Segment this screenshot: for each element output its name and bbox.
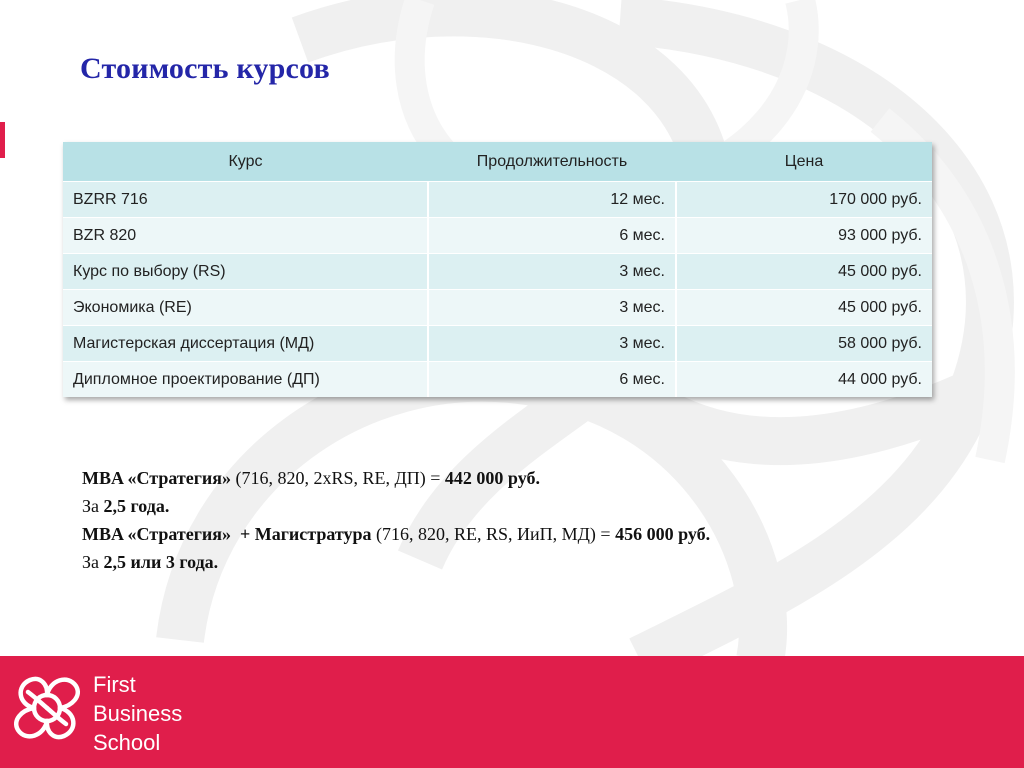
column-header-course: Курс (63, 142, 428, 182)
table-header-row (63, 142, 932, 182)
cell-course: Магистерская диссертация (МД) (63, 326, 428, 362)
column-header-duration: Продолжительность (428, 142, 676, 182)
table-row (63, 326, 932, 362)
summary-line-duration (82, 548, 710, 576)
cell-price: 93 000 руб. (676, 218, 932, 254)
summary-line-duration (82, 492, 710, 520)
program-addon: + Магистратура (230, 524, 372, 544)
program-details: (716, 820, 2xRS, RE, ДП) = (230, 468, 445, 488)
left-edge-accent (0, 122, 5, 158)
cell-price: 45 000 руб. (676, 290, 932, 326)
brand-name (93, 670, 182, 757)
duration-value: 2,5 или 3 года. (103, 552, 219, 572)
cell-price: 44 000 руб. (676, 362, 932, 398)
page-title: Стоимость курсов (80, 52, 330, 85)
cell-course: Дипломное проектирование (ДП) (63, 362, 428, 398)
brand-line: Business (93, 701, 183, 726)
program-name: MBA «Стратегия» (82, 468, 231, 488)
table-row (63, 182, 932, 218)
cell-price: 58 000 руб. (676, 326, 932, 362)
duration-value: 2,5 года. (103, 496, 170, 516)
cell-course: Экономика (RE) (63, 290, 428, 326)
table-row (63, 290, 932, 326)
cell-duration: 3 мес. (428, 254, 676, 290)
program-details: (716, 820, RE, RS, ИиП, МД) = (371, 524, 616, 544)
brand-line: First (93, 672, 136, 697)
table-row (63, 362, 932, 398)
cell-duration: 6 мес. (428, 362, 676, 398)
cell-duration: 3 мес. (428, 290, 676, 326)
cell-course: Курс по выбору (RS) (63, 254, 428, 290)
cell-duration: 12 мес. (428, 182, 676, 218)
table-row (63, 218, 932, 254)
program-price: 442 000 руб. (444, 468, 540, 488)
brand-line: School (93, 730, 161, 755)
program-price: 456 000 руб. (615, 524, 711, 544)
first-business-school-logo-icon (10, 668, 84, 748)
price-table (63, 142, 932, 397)
summary-line-mba-masters (82, 520, 710, 548)
footer-bar (0, 656, 1024, 768)
table-row (63, 254, 932, 290)
program-name: MBA «Стратегия» (82, 524, 231, 544)
cell-course: BZRR 716 (63, 182, 428, 218)
summary-line-mba (82, 464, 710, 492)
column-header-price: Цена (676, 142, 932, 182)
cell-price: 170 000 руб. (676, 182, 932, 218)
cell-duration: 3 мес. (428, 326, 676, 362)
duration-prefix: За (82, 552, 104, 572)
program-summary (82, 464, 710, 576)
duration-prefix: За (82, 496, 104, 516)
cell-course: BZR 820 (63, 218, 428, 254)
price-table-grid (63, 142, 932, 397)
cell-price: 45 000 руб. (676, 254, 932, 290)
cell-duration: 6 мес. (428, 218, 676, 254)
